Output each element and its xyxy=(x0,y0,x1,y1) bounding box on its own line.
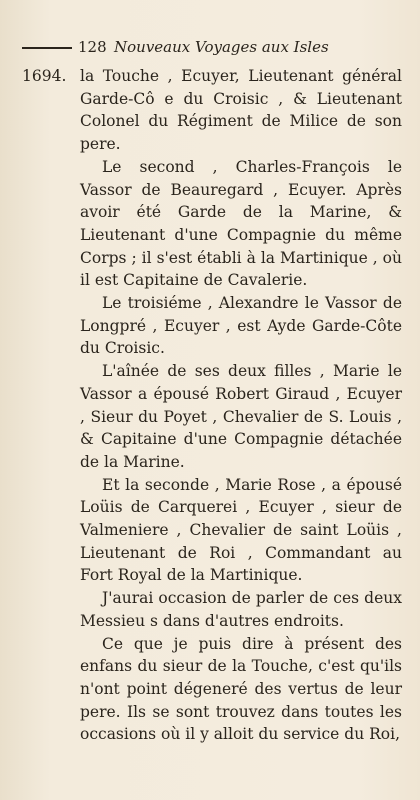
running-title: Nouveaux Voyages aux Isles xyxy=(114,38,329,56)
paragraph-continuation: la Touche , Ecuyer, Lieutenant général Garde-Cô e du Croisic , & Lieutenant Colonel du Régiment de Milice de son pere. xyxy=(80,67,402,154)
margin-year-note: 1694. xyxy=(22,67,67,85)
paragraph-children: Ce que je puis dire à présent des enfans du sieur de la Touche, c'est qu'ils n'ont point dégeneré des vertus de leur pere. Ils se sont trouvez dans toutes les occasions où il y alloit du service du Roi, xyxy=(80,634,402,744)
paragraph-second-son: Le second , Charles-François le Vassor de Beauregard , Ecuyer. Après avoir été Garde de la Marine, & Lieutenant d'une Compagnie du même Corps ; il s'est établi à la Martinique , où il est Capitaine de Cavalerie. xyxy=(80,157,402,290)
page-header xyxy=(22,36,412,58)
page-number: 128 xyxy=(78,38,107,56)
paragraph-author-note: J'aurai occasion de parler de ces deux Messieu s dans d'autres endroits. xyxy=(80,589,402,630)
body-text xyxy=(80,65,402,746)
header-rule xyxy=(22,47,72,49)
paragraph-third-son: Le troisiéme , Alexandre le Vassor de Longpré , Ecuyer , est Ayde Garde-Côte du Croisic. xyxy=(80,294,402,358)
paragraph-eldest-daughter: L'aînée de ses deux filles , Marie le Vassor a épousé Robert Giraud , Ecuyer , Sieur du Poyet , Chevalier de S. Louis , & Capitaine d'une Compagnie détachée de la Marine. xyxy=(80,362,402,471)
paragraph-second-daughter: Et la seconde , Marie Rose , a épousé Loüis de Carquerei , Ecuyer , sieur de Valmeniere , Chevalier de saint Loüis , Lieutenant de Roi , Commandant au Fort Royal de la Martinique. xyxy=(80,475,402,585)
